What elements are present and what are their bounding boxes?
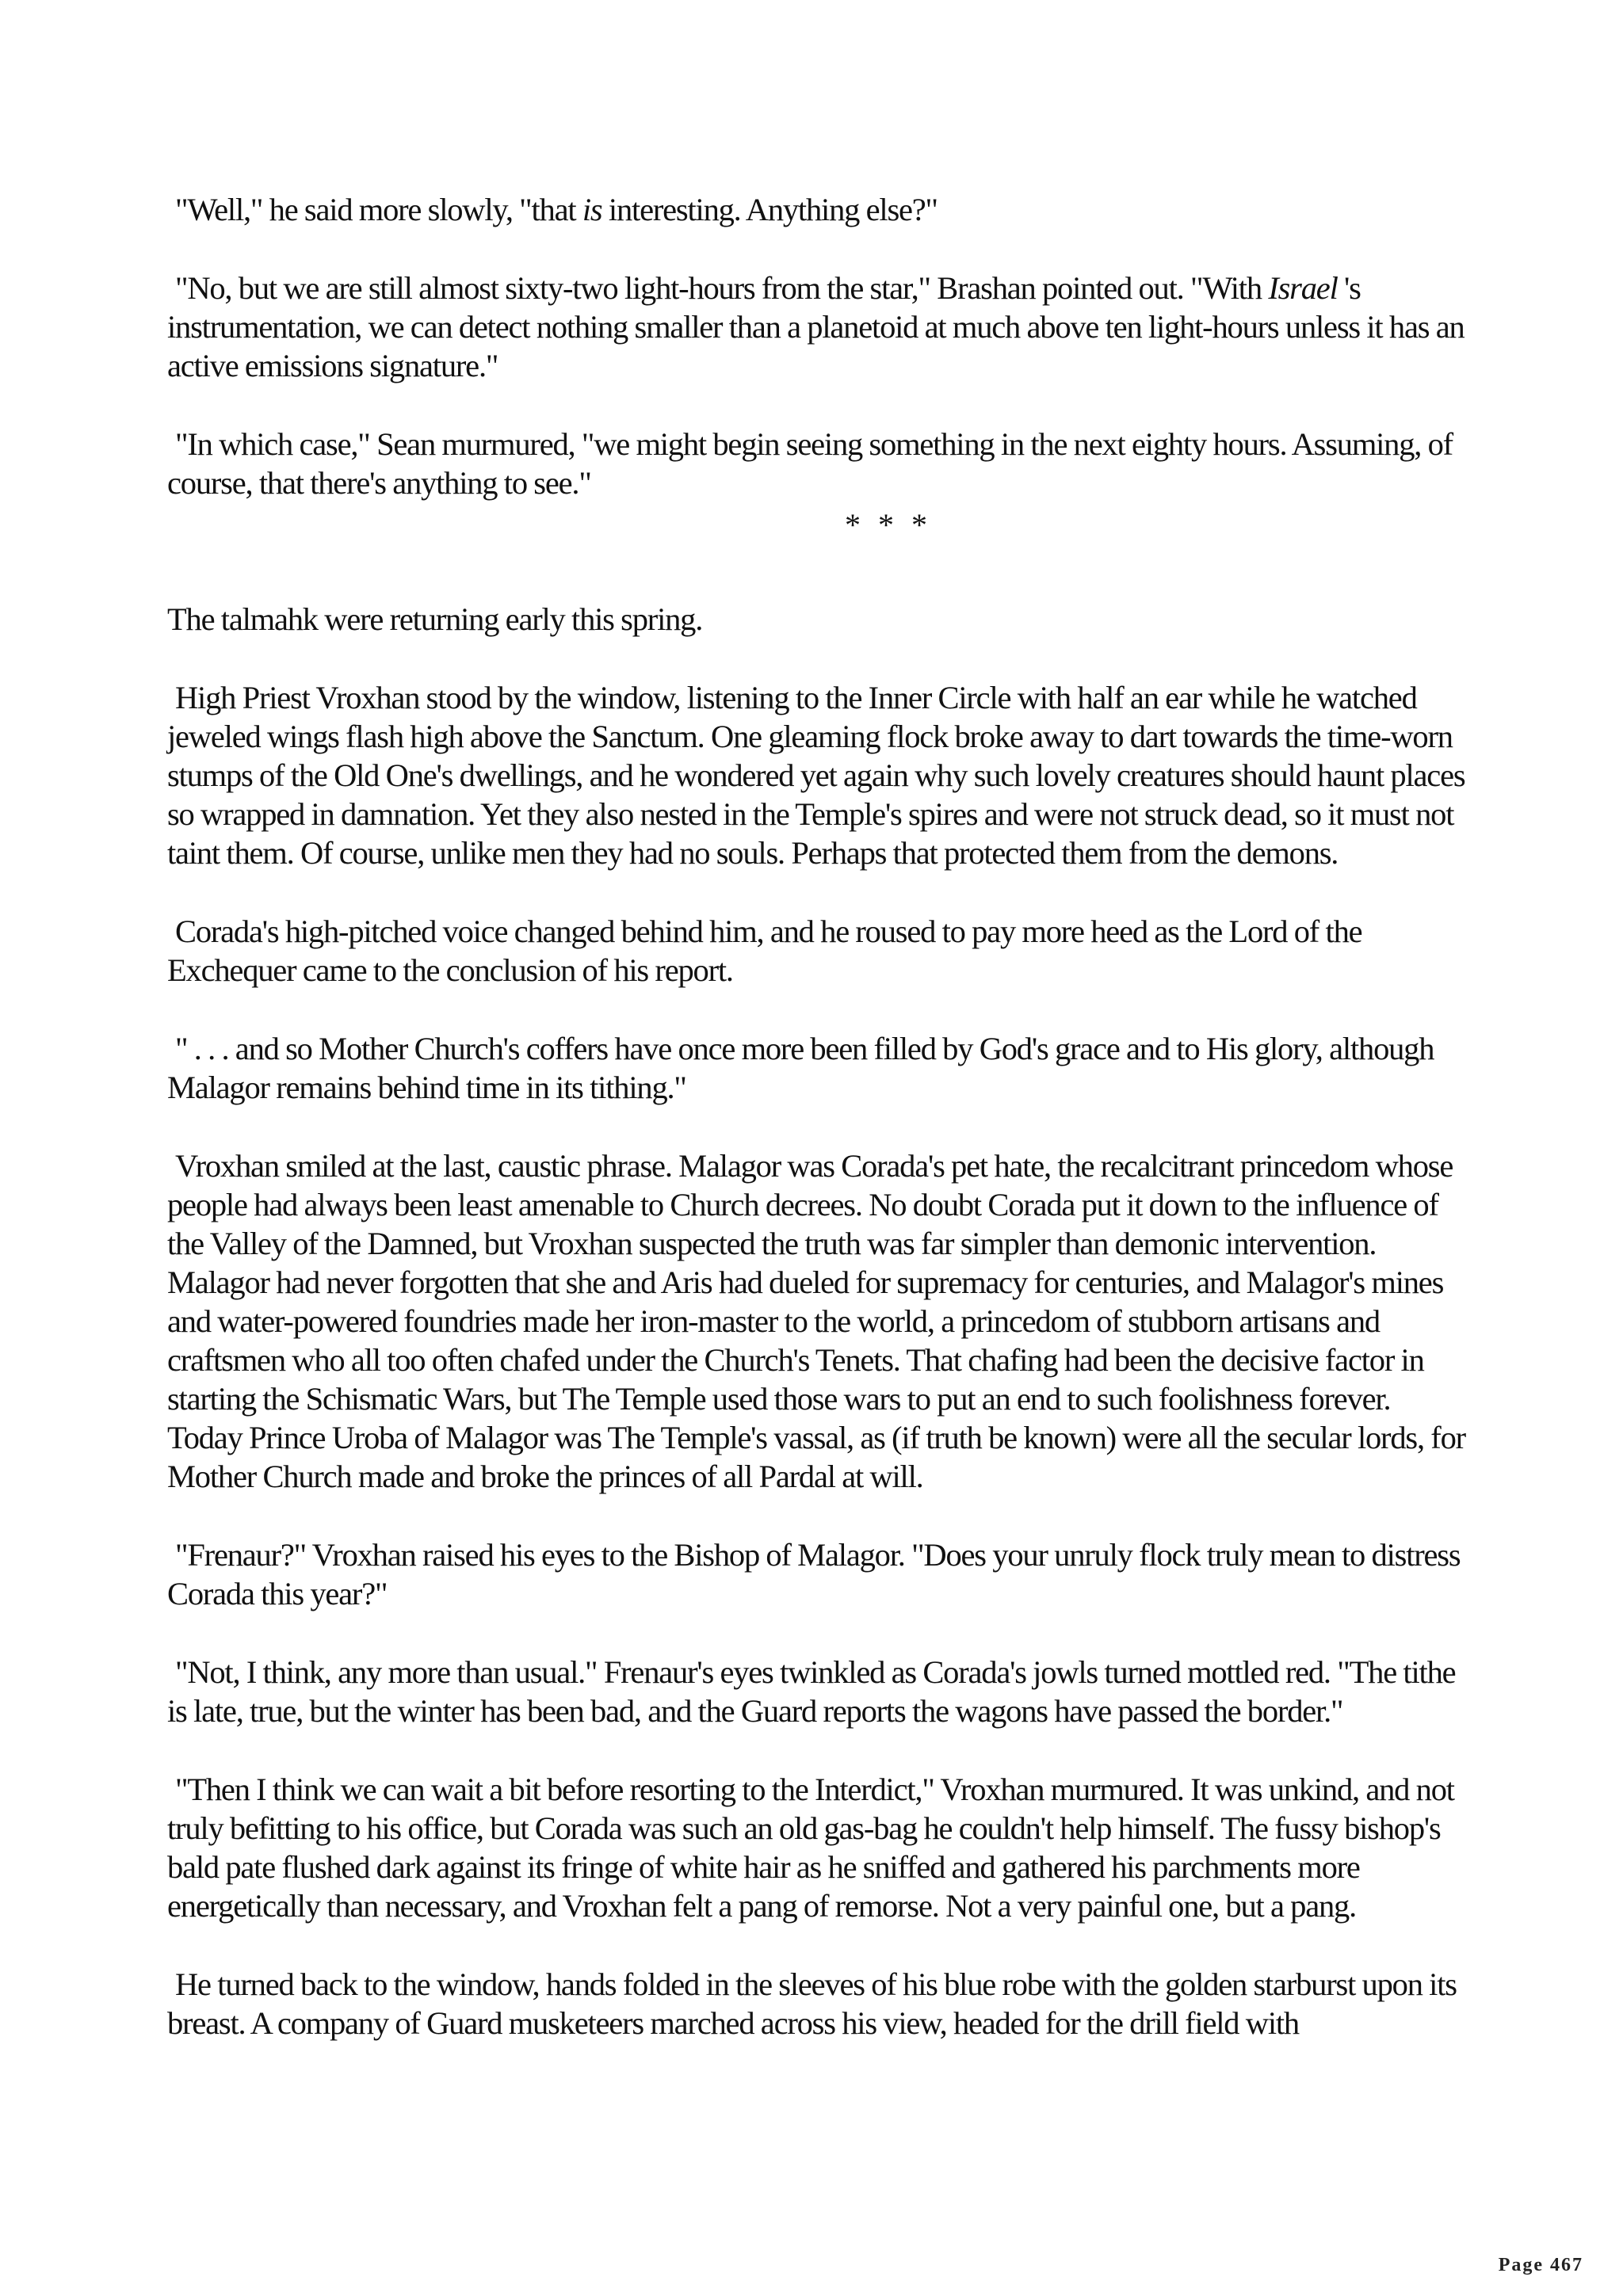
paragraph-1: [167, 190, 1467, 229]
paragraph-1-text-b: interesting. Anything else?": [601, 192, 938, 227]
paragraph-2-ship-name: Israel: [1268, 270, 1338, 306]
paragraph-2-text-a: "No, but we are still almost sixty-two light-hours from the star," Brashan pointed out. "With: [175, 270, 1269, 306]
paragraph-7: " . . . and so Mother Church's coffers have once more been filled by God's grace and to His glory, although Malagor remains behind time in its tithing.": [167, 1031, 1434, 1105]
paragraph-4: The talmahk were returning early this spring.: [167, 601, 703, 637]
paragraph-1-text-a: "Well," he said more slowly, "that: [175, 192, 582, 227]
paragraph-9: "Frenaur?" Vroxhan raised his eyes to the Bishop of Malagor. "Does your unruly flock truly mean to distress Corada this year?": [167, 1537, 1461, 1611]
paragraph-2-text-b: 's instrumentation, we can detect nothing smaller than a planetoid at much above ten light-hours unless it has an active emissions signature.": [167, 270, 1465, 383]
paragraph-1-emphasis: is: [582, 192, 602, 227]
body-text: [167, 190, 1467, 2082]
paragraph-10: "Not, I think, any more than usual." Frenaur's eyes twinkled as Corada's jowls turned mottled red. "The tithe is late, true, but the winter has been bad, and the Guard reports the wagons have passed the border.": [167, 1654, 1456, 1729]
paragraph-5: High Priest Vroxhan stood by the window, listening to the Inner Circle with half an ear while he watched jeweled wings flash high above the Sanctum. One gleaming flock broke away to dart towards the time-worn stumps of the Old One's dwellings, and he wondered yet again why such lovely creatures should haunt places so wrapped in damnation. Yet they also nested in the Temple's spires and were not struck dead, so it must not taint them. Of course, unlike men they had no souls. Perhaps that protected them from the demons.: [167, 680, 1465, 871]
page-number: Page 467: [1498, 2255, 1583, 2275]
paragraph-3: "In which case," Sean murmured, "we might begin seeing something in the next eighty hours. Assuming, of course, that there's anything to see.": [167, 426, 1453, 501]
paragraph-8: Vroxhan smiled at the last, caustic phrase. Malagor was Corada's pet hate, the recalcitrant princedom whose people had always been least amenable to Church decrees. No doubt Corada put it down to the influence of the Valley of the Damned, but Vroxhan suspected the truth was far simpler than demonic intervention. Malagor had never forgotten that she and Aris had dueled for supremacy for centuries, and Malagor's mines and water-powered foundries made her iron-master to the world, a princedom of stubborn artisans and craftsmen who all too often chafed under the Church's Tenets. That chafing had been the decisive factor in starting the Schismatic Wars, but The Temple used those wars to put an end to such foolishness forever. Today Prince Uroba of Malagor was The Temple's vassal, as (if truth be known) were all the secular lords, for Mother Church made and broke the princes of all Pardal at will.: [167, 1148, 1465, 1494]
scene-break: * * *: [845, 507, 932, 543]
paragraph-11: "Then I think we can wait a bit before resorting to the Interdict," Vroxhan murmured. It was unkind, and not truly befitting to his office, but Corada was such an old gas-bag he couldn't help himself. The fussy bishop's bald pate flushed dark against its fringe of white hair as he sniffed and gathered his parchments more energetically than necessary, and Vroxhan felt a pang of remorse. Not a very painful one, but a pang.: [167, 1772, 1454, 1924]
paragraph-12: He turned back to the window, hands folded in the sleeves of his blue robe with the golden starburst upon its breast. A company of Guard musketeers marched across his view, headed for the drill field with: [167, 1966, 1457, 2041]
paragraph-2: [167, 269, 1467, 385]
paragraph-6: Corada's high-pitched voice changed behind him, and he roused to pay more heed as the Lord of the Exchequer came to the conclusion of his report.: [167, 913, 1362, 988]
